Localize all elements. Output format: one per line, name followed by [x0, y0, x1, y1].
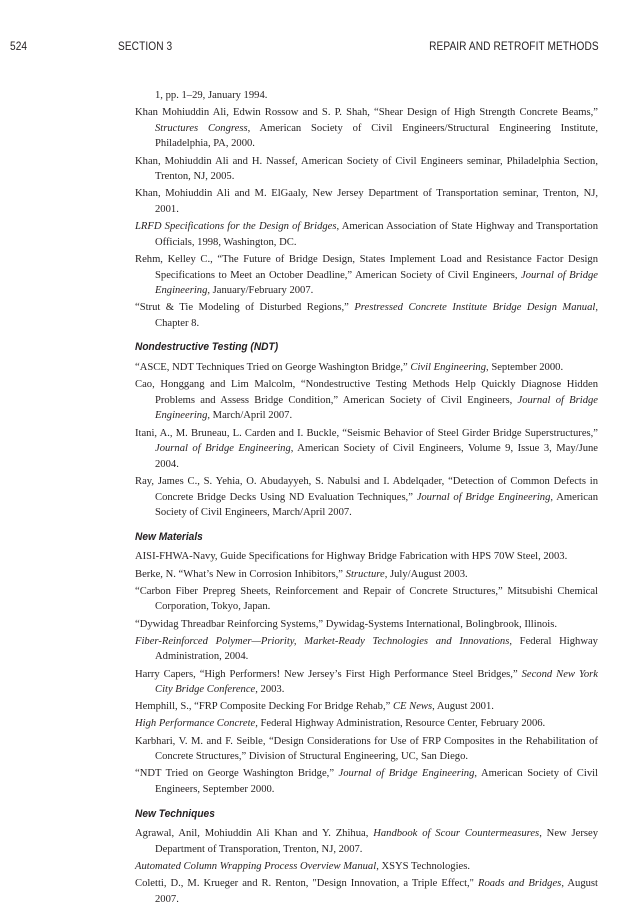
reference-entry [135, 826, 598, 857]
reference-text: Hemphill, S., “FRP Composite Decking For Bridge Rehab,” [135, 701, 393, 713]
reference-text: “Carbon Fiber Prepreg Sheets, Reinforcement and Repair of Concrete Structures,” Mitsubishi Chemical Corporation, Tokyo, Japan. [135, 585, 598, 613]
reference-title-italic: Journal of Bridge Engineering [416, 491, 551, 503]
reference-text: Coletti, D., M. Krueger and R. Renton, "Design Innovation, a Triple Effect," [135, 878, 478, 890]
reference-title-italic: Structures Congress [155, 122, 248, 134]
reference-entry [135, 377, 598, 424]
reference-entry [135, 734, 598, 765]
reference-text: Itani, A., M. Bruneau, L. Carden and I. Buckle, “Seismic Behavior of Steel Girder Bridge Superstructures,” [135, 427, 598, 439]
reference-entry [135, 252, 598, 299]
reference-title-italic: Civil Engineering [410, 362, 487, 374]
reference-text: , American Society of Civil Engineers, September 2000. [155, 768, 598, 796]
reference-title-italic: Structure [345, 568, 385, 580]
reference-text: , XSYS Technologies. [376, 861, 471, 872]
reference-entry [135, 426, 598, 473]
reference-text: Ray, James C., S. Yehia, O. Abudayyeh, S. Nabulsi and I. Abdelqader, “Detection of Common Defects in Concrete Bridge Decks Using ND Evaluation Techniques,” [135, 476, 598, 503]
reference-entry [135, 567, 598, 583]
reference-entry [135, 186, 598, 217]
reference-entry [135, 859, 598, 875]
reference-title-italic: Fiber-Reinforced Polymer—Priority, Market-Ready Technologies and Innovations [135, 635, 510, 647]
reference-entry [135, 105, 598, 152]
reference-entry [135, 667, 598, 698]
section-heading: New Materials [135, 530, 203, 543]
reference-text: Rehm, Kelley C., “The Future of Bridge Design, States Implement Load and Resistance Factor Design Specifications to Meet an October Deadline,” American Society of Civil Engineers, [135, 253, 598, 281]
reference-text: Khan, Mohiuddin Ali and M. ElGaaly, New Jersey Department of Transportation seminar, Trenton, NJ, 2001. [135, 188, 598, 215]
reference-text: Karbhari, V. M. and F. Seible, “Design Considerations for Use of FRP Composites in the Rehabilitation of Concrete Structures,” Division of Structural Engineering, UC, San Diego. [135, 735, 598, 763]
reference-text: “NDT Tried on George Washington Bridge,” [135, 768, 339, 780]
reference-text: AISI-FHWA-Navy, Guide Specifications for Highway Bridge Fabrication with HPS 70W Steel, 2003. [135, 551, 568, 563]
reference-text: , 2003. [255, 684, 285, 696]
reference-entry [135, 300, 598, 331]
reference-entry [135, 154, 598, 185]
reference-title-italic: CE News [392, 701, 433, 713]
reference-entry [135, 634, 598, 665]
reference-text: “Strut & Tie Modeling of Disturbed Regions,” [135, 302, 355, 314]
reference-text: “ASCE, NDT Techniques Tried on George Washington Bridge,” [135, 362, 411, 374]
reference-text: 1, pp. 1–29, January 1994. [155, 90, 268, 101]
reference-text: , Federal Highway Administration, 2004. [155, 635, 598, 663]
reference-text: , American Association of State Highway and Transportation Officials, 1998, Washington, DC. [155, 221, 598, 248]
reference-entry [135, 360, 598, 376]
reference-title-italic: Handbook of Scour Countermeasures [373, 828, 540, 840]
reference-text: , Federal Highway Administration, Resource Center, February 2006. [255, 718, 546, 730]
reference-text: Harry Capers, “High Performers! New Jersey’s First High Performance Steel Bridges,” [135, 668, 522, 680]
reference-text: , September 2000. [486, 362, 564, 374]
reference-title-italic: Roads and Bridges [477, 878, 562, 890]
reference-text: Khan Mohiuddin Ali, Edwin Rossow and S. P. Shah, “Shear Design of High Strength Concrete Beams,” [135, 107, 598, 119]
reference-title-italic: Journal of Bridge Engineering [155, 394, 599, 422]
reference-title-italic: Journal of Bridge Engineering [155, 269, 599, 297]
reference-text: Berke, N. “What’s New in Corrosion Inhibitors,” [135, 568, 346, 580]
reference-text: , March/April 2007. [207, 410, 293, 422]
section-heading: New Techniques [135, 807, 215, 820]
reference-title-italic: Journal of Bridge Engineering [338, 768, 475, 780]
reference-entry [135, 584, 598, 615]
section-heading: Nondestructive Testing (NDT) [135, 341, 279, 354]
reference-title-italic: High Performance Concrete [135, 718, 256, 730]
chapter-title: REPAIR AND RETROFIT METHODS [429, 41, 599, 53]
reference-text: Khan, Mohiuddin Ali and H. Nassef, American Society of Civil Engineers seminar, Philadelphia Section, Trenton, NJ, 2005. [135, 155, 598, 183]
reference-text: , August 2001. [432, 701, 494, 713]
reference-entry [135, 699, 598, 715]
reference-text: , American Society of Civil Engineers, March/April 2007. [155, 491, 599, 519]
reference-text: , January/February 2007. [207, 285, 314, 297]
reference-title-italic: LRFD Specifications for the Design of Bridges [135, 221, 337, 233]
section-label: SECTION 3 [118, 41, 173, 53]
reference-text: , New Jersey Department of Transporation, Trenton, NJ, 2007. [155, 828, 598, 855]
reference-title-italic: Prestressed Concrete Institute Bridge Design Manual [354, 302, 596, 314]
reference-entry [135, 549, 598, 565]
reference-title-italic: Journal of Bridge Engineering [155, 443, 291, 455]
reference-entry [135, 219, 598, 250]
reference-text: “Dywidag Threadbar Reinforcing Systems,” Dywidag-Systems International, Bolingbrook, Illinois. [135, 618, 558, 630]
reference-entry [135, 716, 598, 732]
reference-text: Cao, Honggang and Lim Malcolm, “Nondestructive Testing Methods Help Quickly Diagnose Hidden Problems and Assess Bridge Condition,” American Society of Civil Engineers, [135, 379, 598, 406]
reference-entry [135, 474, 598, 521]
reference-text: , Chapter 8. [155, 302, 598, 329]
reference-text: Agrawal, Anil, Mohiuddin Ali Khan and Y. Zhihua, [135, 828, 374, 840]
reference-text: , American Society of Civil Engineers/Structural Engineering Institute, Philadelphia, PA, 2000. [155, 122, 598, 150]
reference-title-italic: Second New York City Bridge Conference [155, 668, 598, 696]
reference-entry [135, 876, 598, 907]
reference-title-italic: Automated Column Wrapping Process Overview Manual [135, 861, 377, 872]
reference-entry [135, 766, 598, 797]
reference-text: , American Society of Civil Engineers, Volume 9, Issue 3, May/June 2004. [155, 443, 598, 470]
reference-entry [135, 88, 598, 104]
reference-entry [135, 617, 598, 633]
reference-list [135, 88, 598, 909]
reference-text: , July/August 2003. [384, 568, 468, 580]
reference-text: , August 2007. [155, 878, 598, 905]
page-number: 524 [10, 41, 28, 53]
